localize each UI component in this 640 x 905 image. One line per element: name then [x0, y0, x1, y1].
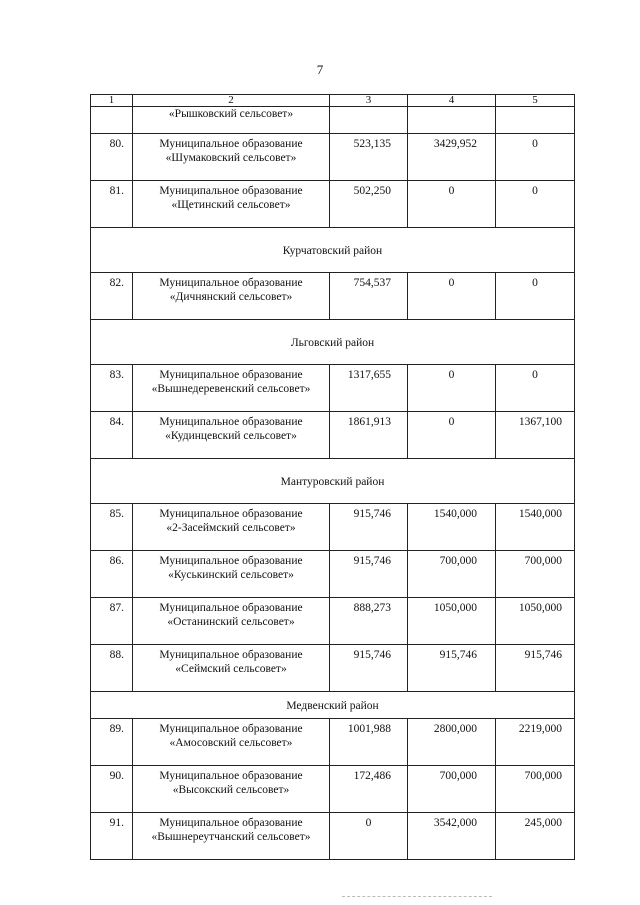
value-cell: 888,273 [330, 598, 408, 645]
value-cell: 754,537 [330, 273, 408, 320]
value-cell: 700,000 [408, 551, 496, 598]
table-row [91, 273, 575, 320]
value-cell: 700,000 [496, 551, 575, 598]
name-line: «Кудинцевский сельсовет» [165, 430, 297, 442]
name-line: «Дичнянский сельсовет» [169, 291, 293, 303]
row-number-cell: 84. [91, 412, 133, 459]
column-header: 4 [408, 95, 496, 107]
district-name: Курчатовский район [91, 228, 575, 273]
table-row [91, 813, 575, 860]
value-cell [408, 107, 496, 134]
value-cell: 0 [330, 813, 408, 860]
table-row [91, 598, 575, 645]
value-cell: 0 [496, 365, 575, 412]
scan-artifact-line [342, 896, 492, 897]
row-number-cell: 89. [91, 719, 133, 766]
district-row [91, 320, 575, 365]
municipality-name-cell [133, 412, 330, 459]
district-name: Мантуровский район [91, 459, 575, 504]
name-line: «Высокский сельсовет» [172, 784, 290, 796]
value-cell: 502,250 [330, 181, 408, 228]
column-header: 2 [133, 95, 330, 107]
row-number-cell: 90. [91, 766, 133, 813]
value-cell: 2800,000 [408, 719, 496, 766]
name-line: Муниципальное образование [159, 602, 303, 614]
row-number-cell: 88. [91, 645, 133, 692]
value-cell: 0 [496, 181, 575, 228]
table-row-continuation [91, 107, 575, 134]
municipality-name-cell [133, 365, 330, 412]
value-cell: 1367,100 [496, 412, 575, 459]
name-line: Муниципальное образование [159, 770, 303, 782]
value-cell: 1050,000 [408, 598, 496, 645]
name-line: Муниципальное образование [159, 277, 303, 289]
municipality-name-cell [133, 813, 330, 860]
name-line: Муниципальное образование [159, 138, 303, 150]
municipality-name-cell [133, 766, 330, 813]
row-number-cell: 80. [91, 134, 133, 181]
value-cell [496, 107, 575, 134]
row-number-cell: 91. [91, 813, 133, 860]
value-cell: 0 [496, 273, 575, 320]
value-cell: 915,746 [330, 504, 408, 551]
table-row [91, 719, 575, 766]
district-row [91, 692, 575, 719]
municipality-name-cell [133, 551, 330, 598]
value-cell: 0 [496, 134, 575, 181]
table-row [91, 645, 575, 692]
column-header: 5 [496, 95, 575, 107]
table-row [91, 365, 575, 412]
value-cell: 915,746 [496, 645, 575, 692]
budget-table [90, 94, 575, 860]
value-cell: 245,000 [496, 813, 575, 860]
row-number-cell: 83. [91, 365, 133, 412]
name-line: Муниципальное образование [159, 555, 303, 567]
row-number-cell [91, 107, 133, 134]
row-number-cell: 85. [91, 504, 133, 551]
page-number: 7 [316, 62, 324, 77]
table-row [91, 181, 575, 228]
district-row [91, 228, 575, 273]
name-line: Муниципальное образование [159, 416, 303, 428]
value-cell [330, 107, 408, 134]
value-cell: 1050,000 [496, 598, 575, 645]
table-row [91, 134, 575, 181]
name-line: «Куськинский сельсовет» [168, 569, 294, 581]
name-line: Муниципальное образование [159, 185, 303, 197]
value-cell: 0 [408, 412, 496, 459]
value-cell: 2219,000 [496, 719, 575, 766]
value-cell: 1540,000 [496, 504, 575, 551]
municipality-name-cell [133, 719, 330, 766]
table-row [91, 504, 575, 551]
district-row [91, 459, 575, 504]
column-header: 3 [330, 95, 408, 107]
name-line: Муниципальное образование [159, 369, 303, 381]
value-cell: 0 [408, 181, 496, 228]
name-line: Муниципальное образование [159, 508, 303, 520]
value-cell: 3542,000 [408, 813, 496, 860]
municipality-name-cell [133, 504, 330, 551]
district-name: Медвенский район [91, 692, 575, 719]
row-number-cell: 86. [91, 551, 133, 598]
value-cell: 915,746 [408, 645, 496, 692]
name-line: Муниципальное образование [159, 649, 303, 661]
row-number-cell: 81. [91, 181, 133, 228]
name-line: Муниципальное образование [159, 817, 303, 829]
value-cell: 1317,655 [330, 365, 408, 412]
municipality-name-cell [133, 181, 330, 228]
name-line: «Шумаковский сельсовет» [165, 152, 297, 164]
name-line: «Сеймский сельсовет» [175, 663, 287, 675]
value-cell: 915,746 [330, 645, 408, 692]
value-cell: 3429,952 [408, 134, 496, 181]
column-header: 1 [91, 95, 133, 107]
table-row [91, 412, 575, 459]
municipality-name-cell [133, 645, 330, 692]
value-cell: 700,000 [408, 766, 496, 813]
value-cell: 700,000 [496, 766, 575, 813]
value-cell: 172,486 [330, 766, 408, 813]
name-line: «Щетинский сельсовет» [171, 199, 291, 211]
name-line: «Вышнедеревенский сельсовет» [151, 383, 311, 395]
row-number-cell: 87. [91, 598, 133, 645]
name-line: «Амосовский сельсовет» [169, 737, 293, 749]
name-line: «Вышнереутчанский сельсовет» [151, 831, 311, 843]
district-name: Льговский район [91, 320, 575, 365]
row-number-cell: 82. [91, 273, 133, 320]
table-row [91, 551, 575, 598]
value-cell: 1861,913 [330, 412, 408, 459]
municipality-name-cell [133, 598, 330, 645]
header-row [91, 95, 575, 107]
value-cell: 0 [408, 365, 496, 412]
value-cell: 523,135 [330, 134, 408, 181]
municipality-name-cell [133, 134, 330, 181]
name-line: «2-Засеймский сельсовет» [166, 522, 296, 534]
name-line: «Останинский сельсовет» [167, 616, 295, 628]
value-cell: 1001,988 [330, 719, 408, 766]
name-line: Муниципальное образование [159, 723, 303, 735]
value-cell: 1540,000 [408, 504, 496, 551]
value-cell: 915,746 [330, 551, 408, 598]
value-cell: 0 [408, 273, 496, 320]
municipality-name-cell: «Рышковский сельсовет» [133, 107, 330, 134]
municipality-name-cell [133, 273, 330, 320]
table-row [91, 766, 575, 813]
